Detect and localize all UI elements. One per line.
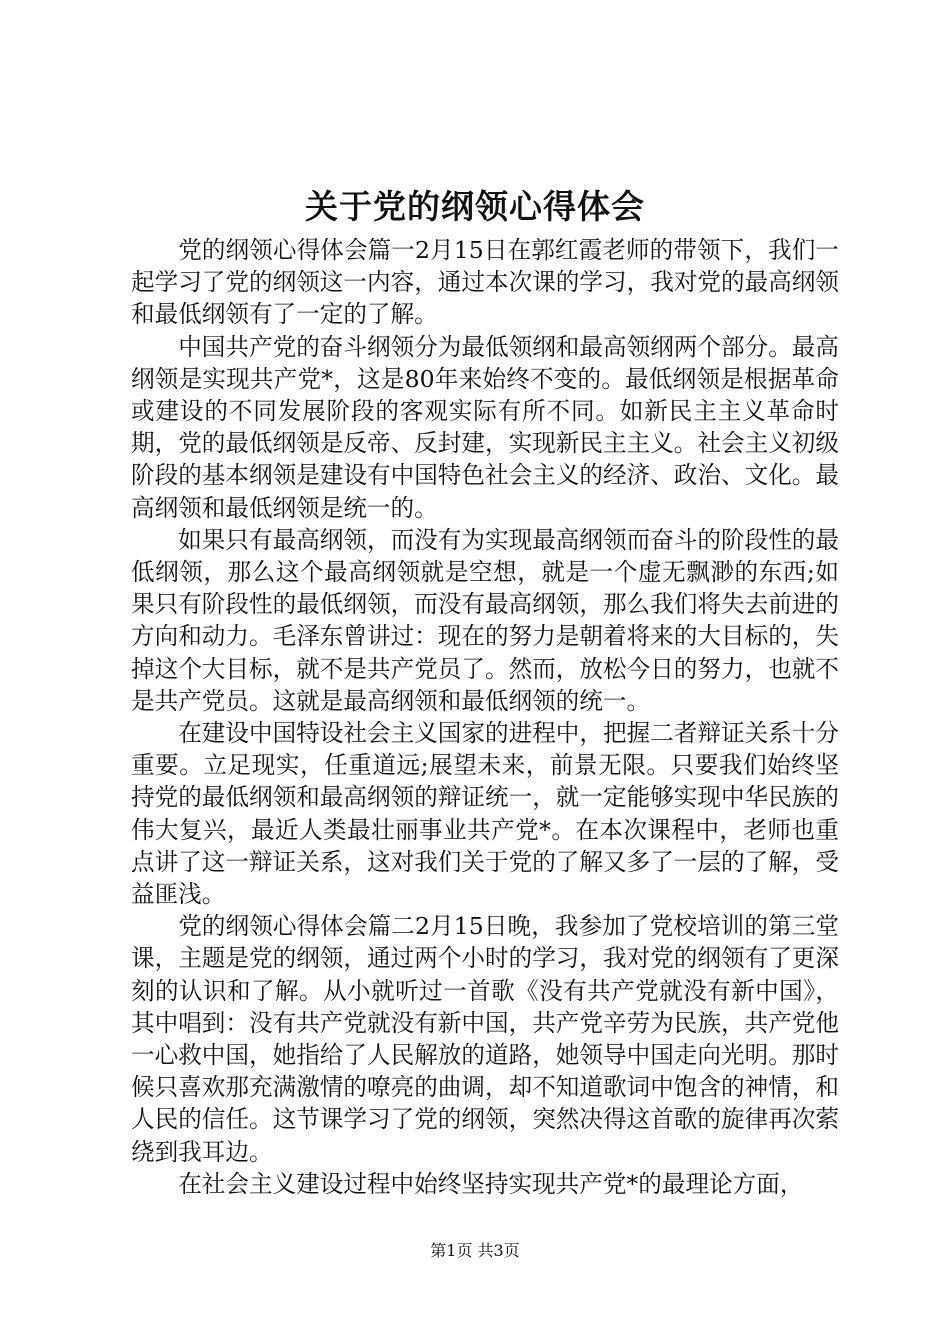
- paragraph: 在建设中国特设社会主义国家的进程中，把握二者辩证关系十分重要。立足现实，任重道远;展望未来，前景无限。只要我们始终坚持党的最低纲领和最高纲领的辩证统一，就一定能够实现中华民族的伟大复兴，最近人类最壮丽事业共产党*。在本次课程中，老师也重点讲了这一辩证关系，这对我们关于党的了解又多了一层的了解，受益匪浅。: [131, 719, 839, 909]
- document-title: 关于党的纲领心得体会: [305, 187, 645, 226]
- paragraph: 在社会主义建设过程中始终坚持实现共产党*的最理论方面，: [178, 1169, 804, 1198]
- document-body: [131, 234, 839, 1200]
- paragraph: 如果只有最高纲领，而没有为实现最高纲领而奋斗的阶段性的最低纲领，那么这个最高纲领就是空想，就是一个虚无飘渺的东西;如果只有阶段性的最低纲领，而没有最高纲领，那么我们将失去前进的方向和动力。毛泽东曾讲过：现在的努力是朝着将来的大目标的，失掉这个大目标，就不是共产党员了。然而，放松今日的努力，也就不是共产党员。这就是最高纲领和最低纲领的统一。: [131, 525, 839, 715]
- paragraph: 党的纲领心得体会篇一2月15日在郭红霞老师的带领下，我们一起学习了党的纲领这一内容，通过本次课的学习，我对党的最高纲领和最低纲领有了一定的了解。: [131, 236, 839, 329]
- paragraph: 党的纲领心得体会篇二2月15日晚，我参加了党校培训的第三堂课，主题是党的纲领，通过两个小时的学习，我对党的纲领有了更深刻的认识和了解。从小就听过一首歌《没有共产党就没有新中国》，其中唱到：没有共产党就没有新中国，共产党辛劳为民族，共产党他一心救中国，她指给了人民解放的道路，她领导中国走向光明。那时候只喜欢那充满激情的嘹亮的曲调，却不知道歌词中饱含的神情，和人民的信任。这节课学习了党的纲领，突然决得这首歌的旋律再次萦绕到我耳边。: [131, 912, 839, 1166]
- paragraph: 中国共产党的奋斗纲领分为最低领纲和最高领纲两个部分。最高纲领是实现共产党*，这是80年来始终不变的。最低纲领是根据革命或建设的不同发展阶段的客观实际有所不同。如新民主主义革命时期，党的最低纲领是反帝、反封建，实现新民主主义。社会主义初级阶段的基本纲领是建设有中国特色社会主义的经济、政治、文化。最高纲领和最低纲领是统一的。: [131, 332, 839, 522]
- page-footer: 第1页 共3页: [430, 1241, 520, 1260]
